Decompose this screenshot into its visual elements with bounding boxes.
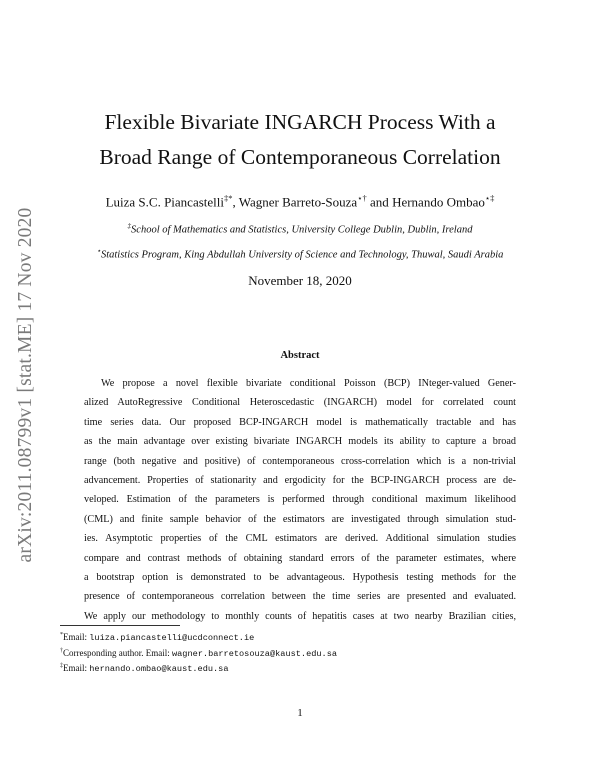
abstract-line: (CML) and finite sample behavior of the estimators are investigated through simulation stud-	[84, 513, 516, 525]
abstract-line: presence of contemporaneous correlation between the time series are presented and evaluated.	[84, 591, 516, 603]
paper-title-line-1: Flexible Bivariate INGARCH Process With a	[104, 110, 496, 134]
abstract-line: We apply our methodology to monthly counts of hepatitis cases at two nearby Brazilian cities,	[84, 610, 516, 622]
author-marks: ⋆‡	[484, 193, 495, 203]
affiliation-kaust: ⋆Statistics Program, King Abdullah University of Science and Technology, Thuwal, Saudi Arabia	[96, 247, 504, 261]
abstract-body	[84, 374, 516, 626]
footnote: †Corresponding author. Email: wagner.barretosouza@kaust.edu.sa	[60, 647, 338, 659]
paper-title-line-2: Broad Range of Contemporaneous Correlation	[99, 145, 501, 169]
footnote: *Email: luiza.piancastelli@ucdconnect.ie	[60, 632, 255, 643]
footnote: ‡Email: hernando.ombao@kaust.edu.sa	[60, 663, 229, 674]
abstract-line: advancement. Properties of stationarity and ergodicity for the BCP-INGARCH process are de-	[84, 474, 516, 486]
author-name: Hernando Ombao	[392, 194, 485, 210]
email-link[interactable]: hernando.ombao@kaust.edu.sa	[89, 664, 229, 674]
footnotes	[60, 629, 540, 676]
arxiv-identifier: arXiv:2011.08799v1 [stat.ME] 17 Nov 2020	[15, 207, 36, 563]
footnote-divider	[60, 625, 180, 626]
abstract-line: a bootstrap option is demonstrated to be advantageous. Hypothesis testing methods for the	[84, 571, 516, 583]
page-number: 1	[297, 707, 303, 719]
paper-date: November 18, 2020	[248, 273, 352, 288]
email-link[interactable]: luiza.piancastelli@ucdconnect.ie	[89, 633, 255, 643]
abstract-heading: Abstract	[280, 350, 320, 361]
abstract-line: range (both negative and positive) of contemporaneous cross-correlation which is a non-trivial	[84, 455, 516, 467]
abstract-line: We propose a novel flexible bivariate conditional Poisson (BCP) INteger-valued Gener-	[101, 378, 516, 389]
abstract-line: ies. Asymptotic properties of the CML estimators are derived. Additional simulation studies	[84, 533, 516, 545]
author-marks: ⋆†	[357, 193, 367, 203]
abstract-line: compare and contrast methods of obtaining standard errors of the parameter estimates, where	[84, 552, 516, 564]
abstract-line: veloped. Estimation of the parameters is performed through conditional maximum likelihood	[84, 494, 516, 506]
abstract-line: time series data. Our proposed BCP-INGARCH model is mathematically tractable and has	[84, 416, 516, 428]
email-link[interactable]: wagner.barretosouza@kaust.edu.sa	[171, 648, 338, 659]
abstract-line: as the main advantage over existing bivariate INGARCH models its ability to capture a broad	[84, 436, 516, 448]
author-list: Luiza S.C. Piancastelli‡*, Wagner Barreto-Souza⋆† and Hernando Ombao⋆‡	[105, 193, 495, 210]
author-name: Wagner Barreto-Souza	[238, 194, 358, 210]
affiliation-ucd: ‡School of Mathematics and Statistics, University College Dublin, Dublin, Ireland	[127, 222, 473, 236]
author-name: Luiza S.C. Piancastelli	[105, 194, 224, 210]
author-marks: ‡*	[224, 193, 233, 203]
abstract-line: alized AutoRegressive Conditional Heteroscedastic (INGARCH) model for correlated count	[84, 397, 516, 409]
